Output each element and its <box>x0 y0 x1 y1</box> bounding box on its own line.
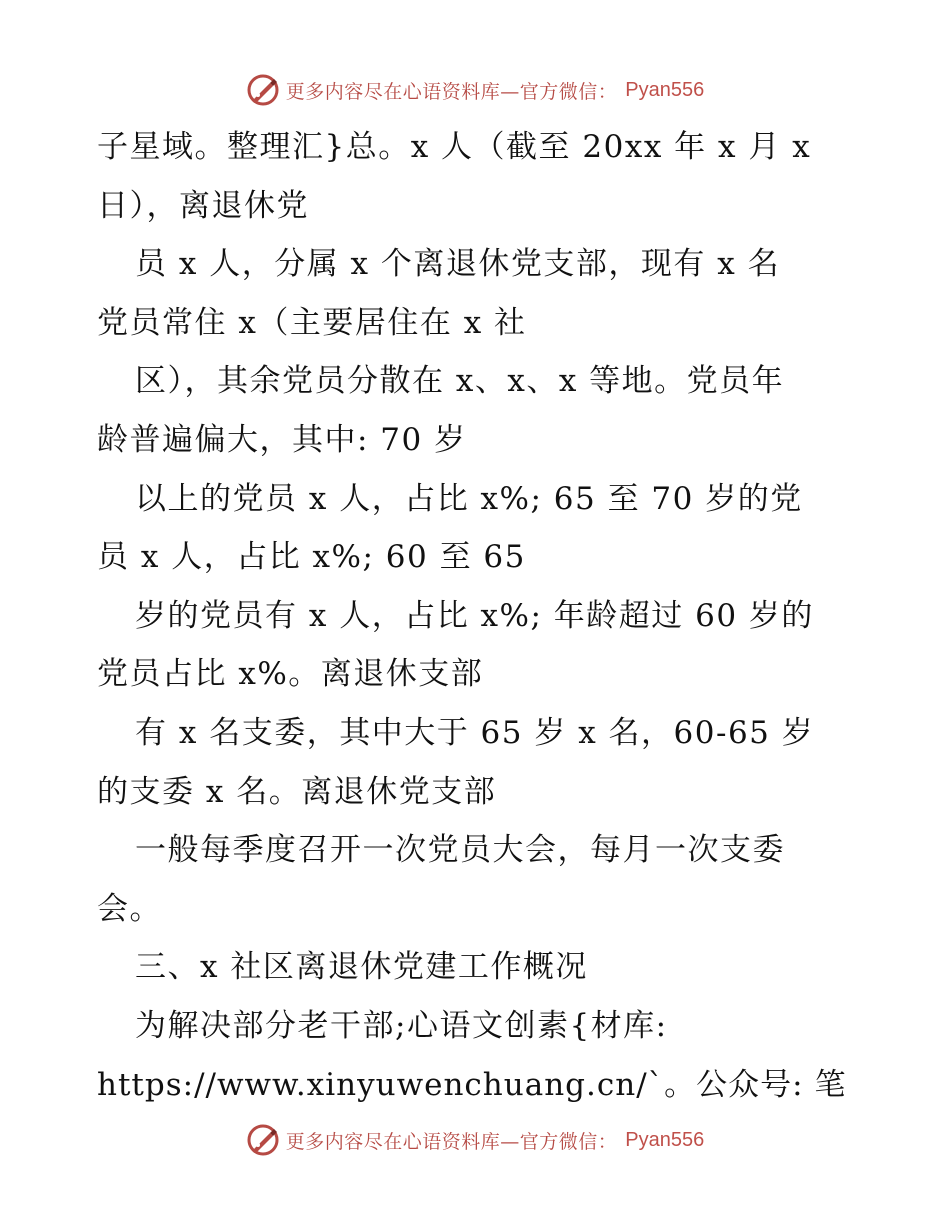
url-line: https://www.xinyuwenchuang.cn/`。公众号: 笔 <box>97 1066 847 1103</box>
watermark-wechat-id: Pyan556 <box>625 1128 705 1151</box>
watermark-content <box>246 1123 704 1157</box>
body-line: 党员占比 x%。离退休支部 <box>97 656 484 693</box>
body-line: 岁的党员有 x 人，占比 x%; 年龄超过 60 岁的 <box>135 597 814 634</box>
watermark-text: 更多内容尽在心语资料库—官方微信： <box>285 1130 618 1153</box>
watermark-content <box>246 73 704 107</box>
watermark-text: 更多内容尽在心语资料库—官方微信： <box>285 80 618 103</box>
body-line: 员 x 人，分属 x 个离退休党支部，现有 x 名 <box>135 246 781 283</box>
watermark-banner-bottom <box>0 1120 950 1160</box>
body-line: 一般每季度召开一次党员大会，每月一次支委 <box>135 832 785 869</box>
body-line: 会。 <box>97 890 162 927</box>
body-line: 子星域。整理汇}总。x 人（截至 20xx 年 x 月 x <box>97 129 812 165</box>
body-line: 为解决部分老干部;心语文创素{材库: <box>135 1007 668 1044</box>
document-body <box>97 118 897 1114</box>
body-line: 党员常住 x（主要居住在 x 社 <box>97 304 527 341</box>
watermark-wechat-id: Pyan556 <box>625 78 705 101</box>
body-line: 的支委 x 名。离退休党支部 <box>97 773 497 810</box>
section-heading: 三、x 社区离退休党建工作概况 <box>135 949 588 986</box>
pen-logo-icon <box>246 1123 280 1157</box>
body-line: 以上的党员 x 人，占比 x%; 65 至 70 岁的党 <box>135 480 803 517</box>
watermark-banner-top <box>0 70 950 110</box>
body-line: 龄普遍偏大，其中: 70 岁 <box>97 421 467 458</box>
body-line: 员 x 人，占比 x%; 60 至 65 <box>97 539 526 576</box>
body-line: 有 x 名支委，其中大于 65 岁 x 名，60-65 岁 <box>135 714 815 751</box>
pen-logo-icon <box>246 73 280 107</box>
body-line: 区），其余党员分散在 x、x、x 等地。党员年 <box>135 363 785 400</box>
body-line: 日），离退休党 <box>97 187 309 224</box>
